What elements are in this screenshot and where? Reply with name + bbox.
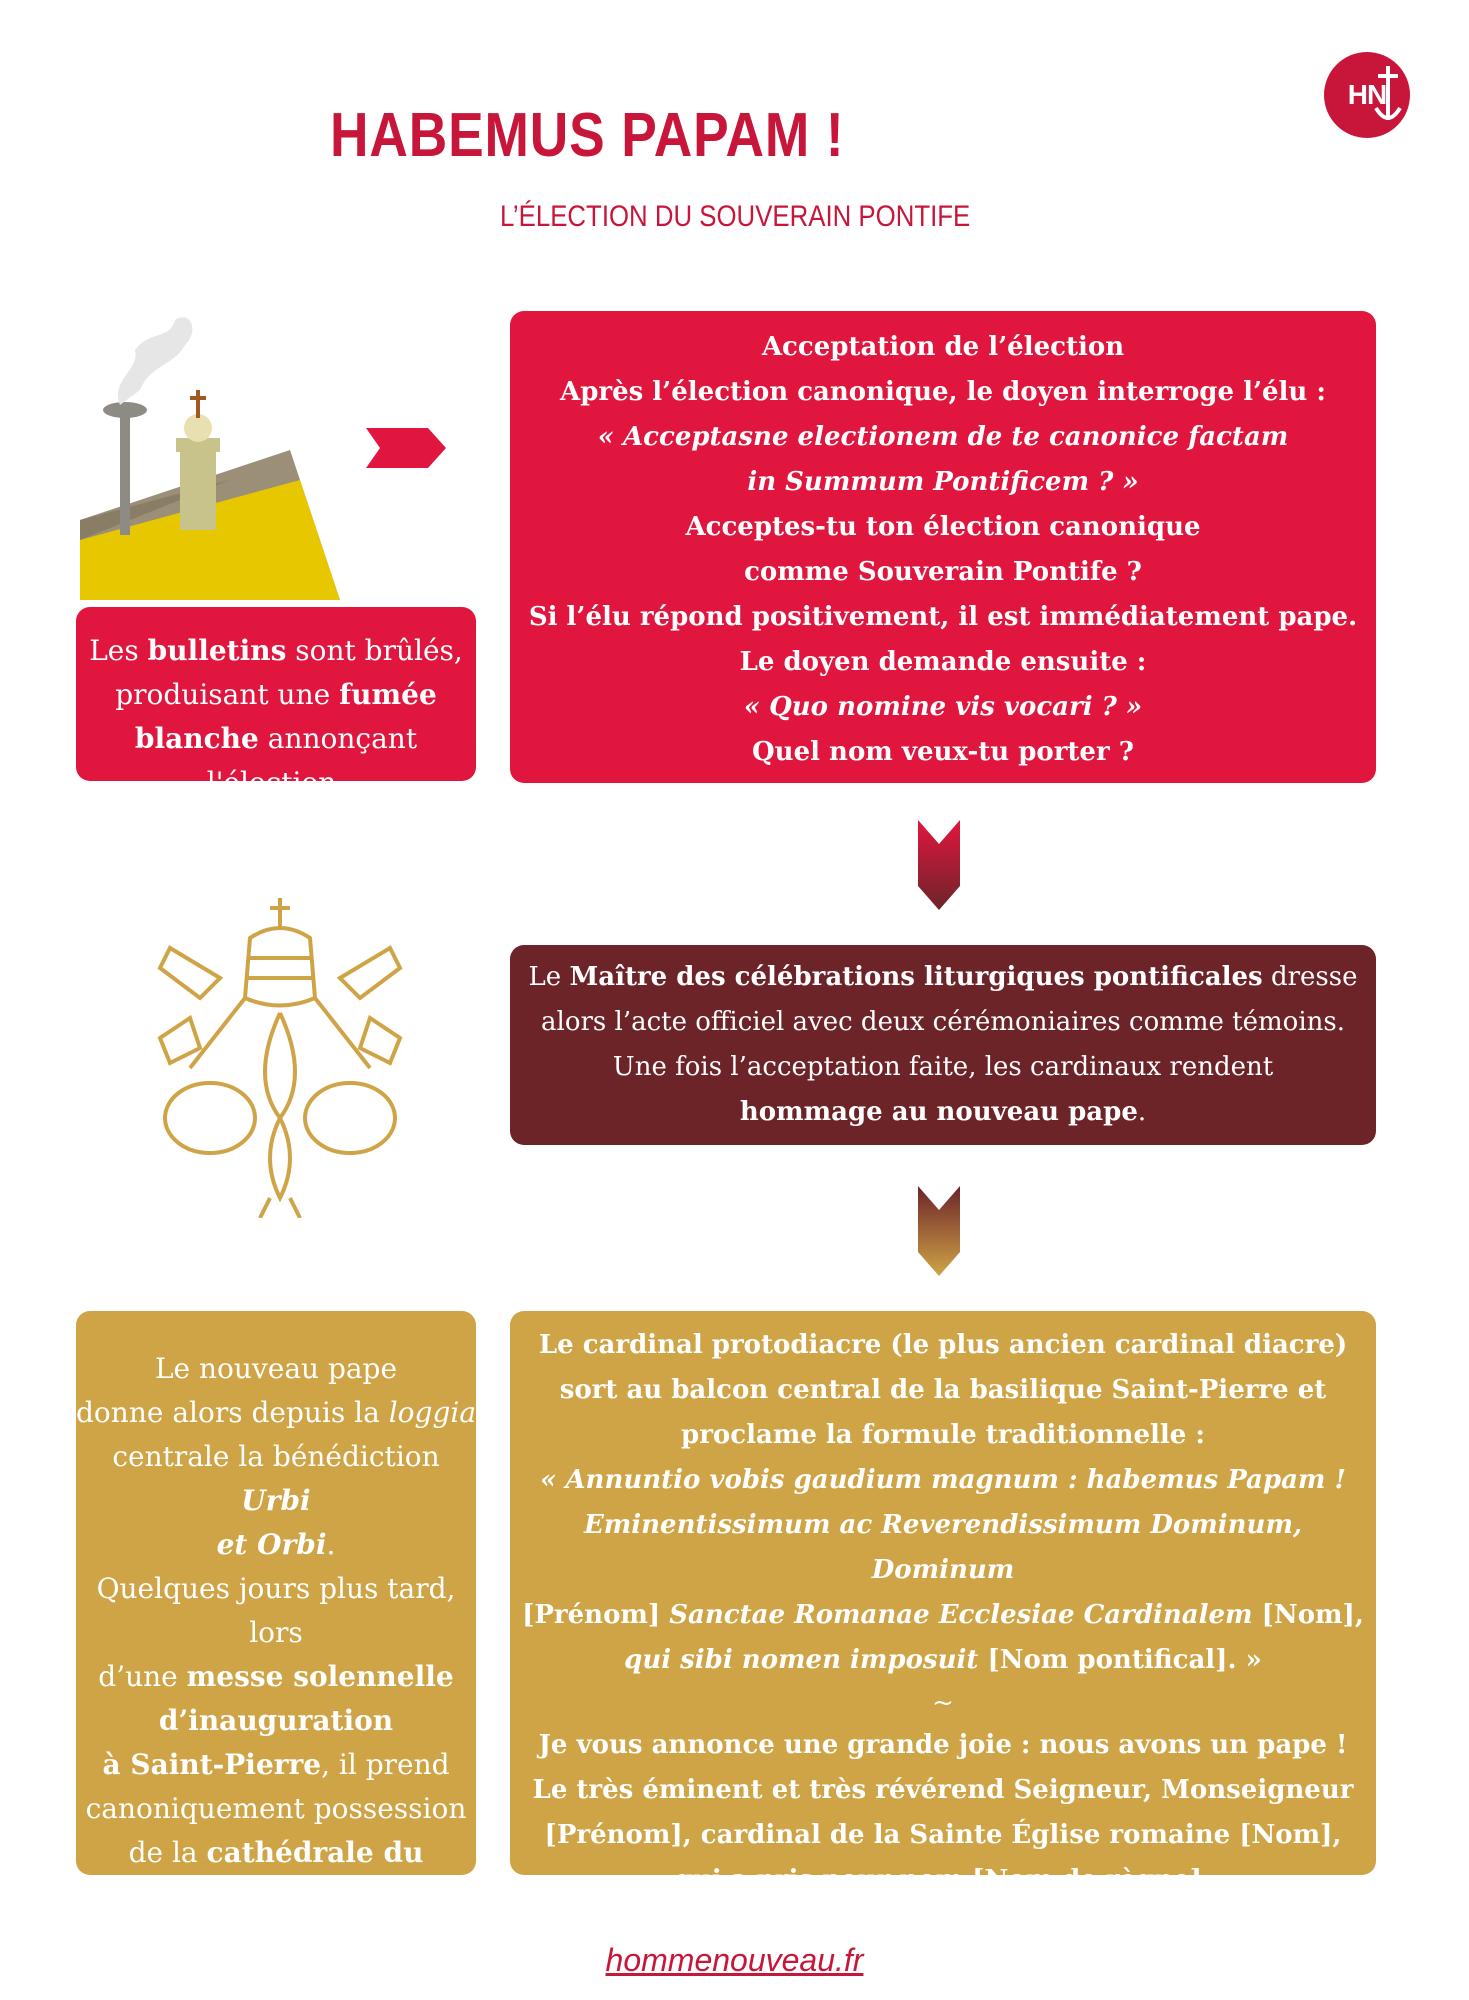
proclamation-line: Je vous annonce une grande joie : nous avons un pape ! — [538, 1730, 1348, 1760]
smoke-box — [76, 607, 476, 799]
proclamation-line: qui a pris pour nom [Nom de règne]. — [674, 1865, 1212, 1895]
acceptation-line: Quel nom veux-tu porter ? — [752, 737, 1134, 767]
acceptation-box — [510, 311, 1376, 783]
acceptation-latin: in Summum Pontificem ? » — [747, 467, 1139, 497]
acceptation-line: Si l’élu répond positivement, il est immédiatement pape. — [528, 602, 1358, 632]
benediction-line: de la cathédrale du Latran, — [128, 1836, 424, 1913]
benediction-line: Le nouveau pape — [154, 1352, 398, 1385]
smoke-line-3: blanche annonçant l'élection. — [134, 722, 418, 799]
maitre-box — [510, 945, 1376, 1145]
maitre-line-4: hommage au nouveau pape. — [739, 1097, 1147, 1127]
maitre-line-3: Une fois l’acceptation faite, les cardinaux rendent — [612, 1052, 1274, 1082]
benediction-line: et Orbi. — [216, 1528, 336, 1561]
arrow-down-icon — [918, 1186, 960, 1276]
proclamation-latin: [Prénom] Sanctae Romanae Ecclesiae Cardinalem [Nom], — [522, 1600, 1364, 1630]
site-link[interactable]: hommenouveau.fr — [605, 1942, 864, 1978]
chimney-roof-illustration — [80, 310, 340, 610]
proclamation-latin: Eminentissimum ac Reverendissimum Dominum, Dominum — [583, 1510, 1303, 1585]
benediction-box — [76, 1311, 477, 1957]
benediction-line: d’une messe solennelle — [98, 1660, 454, 1693]
proclamation-line: Le cardinal protodiacre (le plus ancien cardinal diacre) — [538, 1330, 1348, 1360]
proclamation-line: [Prénom], cardinal de la Sainte Église romaine [Nom], — [544, 1820, 1342, 1850]
smoke-line-2: produisant une fumée — [115, 678, 437, 711]
benediction-line: centrale la bénédiction Urbi — [112, 1440, 440, 1517]
acceptation-line: Acceptes-tu ton élection canonique — [685, 512, 1201, 542]
proclamation-box — [510, 1311, 1376, 1895]
smoke-line-1: Les bulletins sont brûlés, — [89, 634, 463, 667]
benediction-line: Quelques jours plus tard, lors — [96, 1572, 456, 1649]
hn-logo[interactable] — [1324, 52, 1410, 138]
acceptation-latin: « Acceptasne electionem de te canonice factam — [597, 422, 1289, 452]
acceptation-heading: Acceptation de l’élection — [761, 332, 1125, 362]
acceptation-line: Le doyen demande ensuite : — [739, 647, 1147, 677]
proclamation-line: sort au balcon central de la basilique Saint-Pierre et — [559, 1375, 1327, 1405]
benediction-line: siège de l’évêque de Rome. — [81, 1924, 471, 1957]
anchor-cross-icon — [1374, 62, 1402, 128]
papal-keys-emblem — [150, 898, 410, 1218]
page-subtitle: L’ÉLECTION DU SOUVERAIN PONTIFE — [500, 200, 971, 233]
page-title: HABEMUS PAPAM ! — [330, 101, 845, 170]
proclamation-separator: ~ — [932, 1688, 954, 1718]
arrow-right-icon — [366, 428, 446, 468]
benediction-line: d’inauguration — [158, 1704, 394, 1737]
acceptation-line: Après l’élection canonique, le doyen interroge l’élu : — [560, 377, 1326, 407]
benediction-line: canoniquement possession — [85, 1792, 467, 1825]
acceptation-latin: « Quo nomine vis vocari ? » — [743, 692, 1143, 722]
maitre-line-1: Le Maître des célébrations liturgiques pontificales dresse — [528, 962, 1358, 992]
logo-text: HN — [1347, 79, 1387, 110]
arrow-down-icon — [918, 820, 960, 910]
acceptation-line: comme Souverain Pontife ? — [744, 557, 1142, 587]
proclamation-line: Le très éminent et très révérend Seigneur, Monseigneur — [532, 1775, 1354, 1805]
proclamation-latin: « Annuntio vobis gaudium magnum : habemus Papam ! — [540, 1465, 1346, 1495]
proclamation-line: proclame la formule traditionnelle : — [681, 1420, 1205, 1450]
benediction-line: donne alors depuis la loggia — [76, 1396, 477, 1429]
benediction-line: à Saint-Pierre, il prend — [102, 1748, 450, 1781]
proclamation-latin: qui sibi nomen imposuit [Nom pontifical]. » — [624, 1645, 1262, 1675]
maitre-line-2: alors l’acte officiel avec deux cérémoniaires comme témoins. — [541, 1007, 1345, 1037]
